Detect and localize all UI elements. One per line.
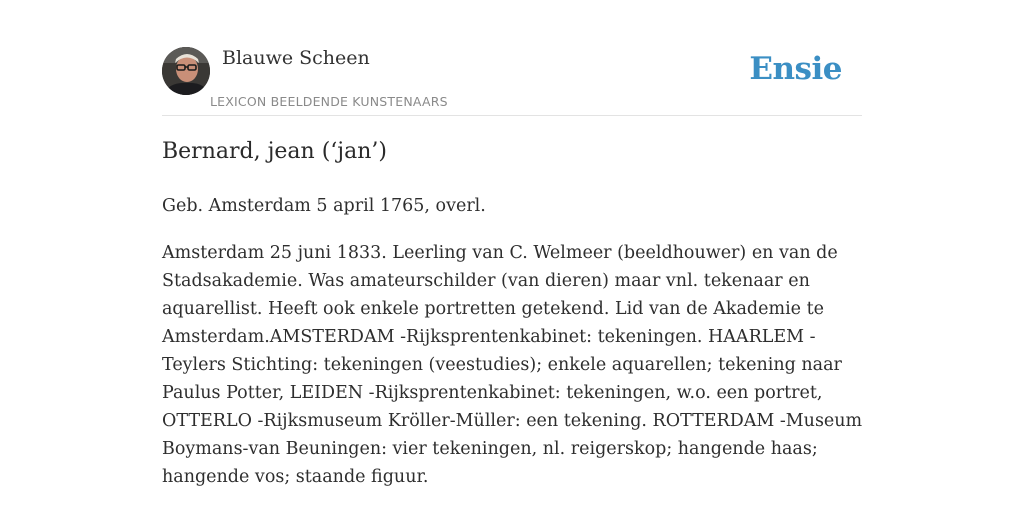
brand-logo[interactable]: Ensie xyxy=(749,51,842,87)
article-paragraph-1: Geb. Amsterdam 5 april 1765, overl. xyxy=(162,196,486,216)
author-name[interactable]: Blauwe Scheen xyxy=(222,47,370,69)
person-avatar-icon xyxy=(162,47,210,95)
author-avatar[interactable] xyxy=(162,47,210,95)
article-header xyxy=(162,44,862,116)
author-subtitle[interactable]: LEXICON BEELDENDE KUNSTENAARS xyxy=(210,94,448,109)
article-title: Bernard, jean (‘jan’) xyxy=(162,139,387,164)
article-paragraph-2: Amsterdam 25 juni 1833. Leerling van C. Welmeer (beeldhouwer) en van de Stadsakademie. Was amateurschilder (van dieren) maar vnl. tekenaar en aquarellist. Heeft ook enkele portretten getekend. Lid van de Akademie te Amsterdam.AMSTERDAM -Rijksprentenkabinet: tekeningen. HAARLEM -Teylers Stichting: tekeningen (veestudies); enkele aquarellen; tekening naar Paulus Potter, LEIDEN -Rijksprentenkabinet: tekeningen, w.o. een portret, OTTERLO -Rijksmuseum Kröller-Müller: een tekening. ROTTERDAM -Museum Boymans-van Beuningen: vier tekeningen, nl. reigerskop; hangende haas; hangende vos; staande figuur. xyxy=(162,243,863,487)
